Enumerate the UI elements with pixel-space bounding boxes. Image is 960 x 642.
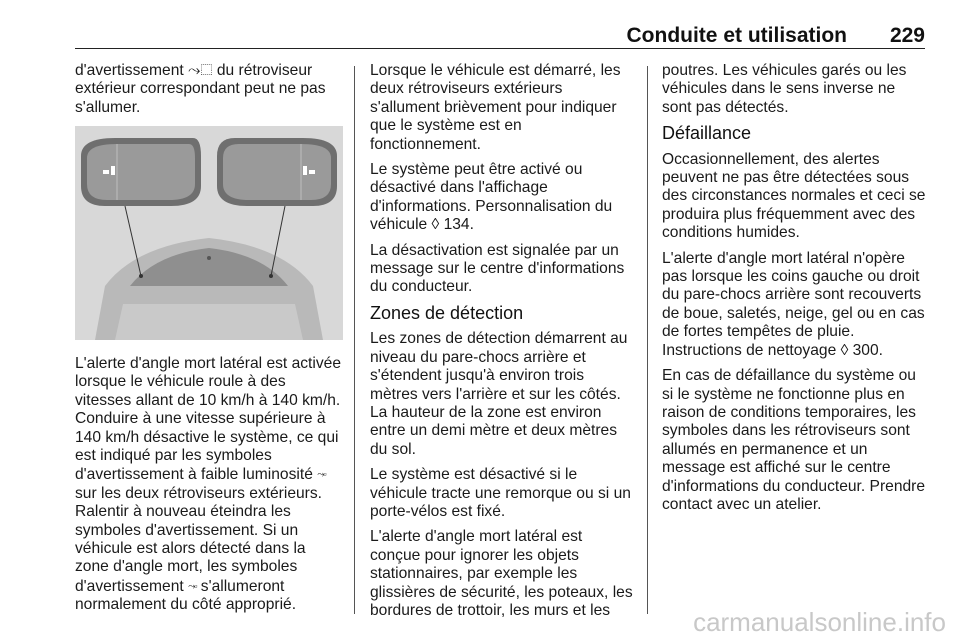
paragraph: poutres. Les véhicules garés ou les véhicules dans le sens inverse ne sont pas détectés. xyxy=(662,62,907,116)
paragraph-end: s'allumeront normalement du côté approprié. xyxy=(75,577,297,614)
column-divider xyxy=(647,66,648,614)
paragraph-continued: sur les deux rétroviseurs extérieurs. Ralentir à nouveau éteindra les symboles d'avertissement. Si un véhicule est alors détecté dans la zone d'angle mort, les symboles d'avertissement xyxy=(75,484,322,595)
column-2 xyxy=(370,62,634,627)
section-heading: Zones de détection xyxy=(370,302,524,323)
paragraph: L'alerte d'angle mort latéral est conçue pour ignorer les objets stationnaires, par exemple les glissières de sécurité, les poteaux, les bordures de trottoir, les murs et les xyxy=(370,528,633,619)
section-heading: Défaillance xyxy=(662,123,752,144)
section-title: Conduite et utilisation xyxy=(626,24,847,47)
column-1-lower xyxy=(75,355,343,615)
page-header xyxy=(75,22,925,49)
paragraph: Le système est désactivé si le véhicule tracte une remorque ou si un porte-vélos est fixé. xyxy=(370,466,631,520)
blind-spot-symbol-icon: ⤳▫ xyxy=(188,580,197,591)
paragraph: En cas de défaillance du système ou si le système ne fonctionne plus en raison de conditions temporaires, les symboles dans les rétroviseurs sont allumés en permanence et un message est affiché sur le centre d'informations du conducteur. Prendre contact avec un atelier. xyxy=(662,367,926,513)
blind-spot-mirror-illustration xyxy=(75,126,343,340)
column-3 xyxy=(662,62,928,521)
paragraph: L'alerte d'angle mort latéral n'opère pas lorsque les coins gauche ou droit du pare-chocs arrière sont recouverts de boue, saletés, neige, gel ou en cas de fortes tempêtes de pluie. Instructions de nettoyage ◊ 300. xyxy=(662,249,925,359)
column-1 xyxy=(75,62,343,124)
paragraph: Lorsque le véhicule est démarré, les deux rétroviseurs extérieurs s'allument brièvement pour indiquer que le système est en fonctionnement. xyxy=(370,62,621,153)
blind-spot-symbol-icon: ⤳▫ xyxy=(317,469,326,480)
column-divider xyxy=(354,66,355,614)
paragraph: L'alerte d'angle mort latéral est activée lorsque le véhicule roule à des vitesses allant de 10 km/h à 140 km/h. Conduire à une vitesse supérieure à 140 km/h désactive le système, ce qui est indiqué par les symboles d'avertissement à faible luminosité xyxy=(75,355,341,484)
paragraph: Les zones de détection démarrent au niveau du pare-chocs arrière et s'étendent jusqu'à environ trois mètres vers l'arrière et sur les côtés. La hauteur de la zone est environ entre un demi mètre et deux mètres du sol. xyxy=(370,330,628,458)
watermark: carmanualsonline.info xyxy=(693,607,946,637)
paragraph: La désactivation est signalée par un message sur le centre d'informations du conducteur. xyxy=(370,241,625,296)
paragraph: Le système peut être activé ou désactivé dans l'affichage d'informations. Personnalisation du véhicule ◊ 134. xyxy=(370,161,613,234)
page-number: 229 xyxy=(889,24,925,47)
paragraph: d'avertissement ⤳⬚ du rétroviseur extérieur correspondant peut ne pas s'allumer. xyxy=(75,62,326,116)
paragraph: Occasionnellement, des alertes peuvent ne pas être détectées sous des circonstances normales et ceci se produira plus fréquemment avec des conditions humides. xyxy=(662,150,926,242)
